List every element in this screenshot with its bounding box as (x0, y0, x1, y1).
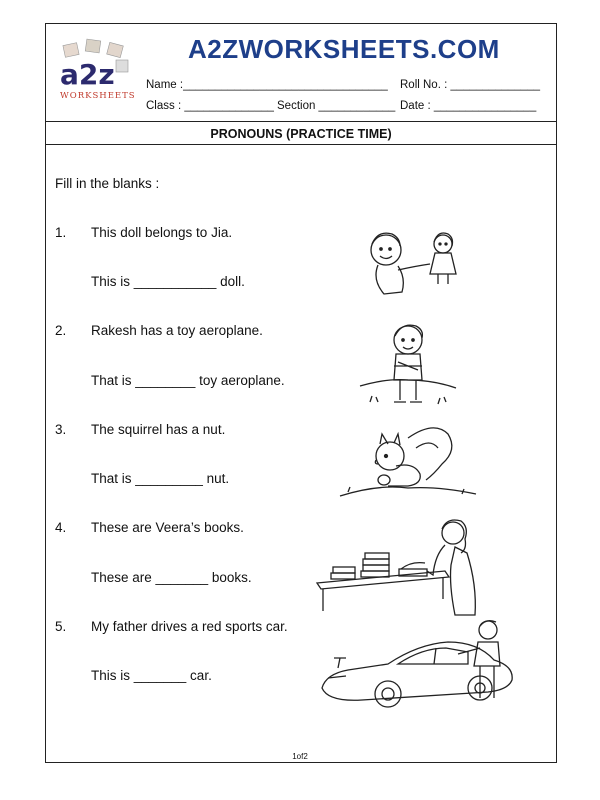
question-number: 3. (55, 422, 67, 437)
question-number: 4. (55, 520, 67, 535)
name-field[interactable]: Name :________________________________ (146, 79, 388, 91)
class-field[interactable]: Class : ______________ (146, 100, 274, 112)
date-field[interactable]: Date : ________________ (400, 100, 537, 112)
instruction: Fill in the blanks : (55, 176, 160, 191)
section-field[interactable]: Section ____________ (277, 100, 396, 112)
question-sentence: These are Veera’s books. (91, 520, 244, 535)
boy-and-doll-icon (358, 222, 468, 302)
svg-text:WORKSHEETS: WORKSHEETS (60, 91, 136, 101)
question-sentence: This doll belongs to Jia. (91, 225, 233, 240)
question-number: 1. (55, 225, 67, 240)
answer-blank[interactable]: That is _________ nut. (91, 471, 230, 486)
squirrel-icon (338, 418, 478, 503)
answer-blank[interactable]: That is ________ toy aeroplane. (91, 373, 285, 388)
question-number: 5. (55, 619, 67, 634)
svg-text:a2z: a2z (60, 58, 115, 91)
answer-blank[interactable]: This is _______ car. (91, 668, 212, 683)
sheet-title: PRONOUNS (PRACTICE TIME) (45, 123, 557, 145)
page-number: 1of2 (292, 752, 308, 761)
question-number: 2. (55, 323, 67, 338)
answer-blank[interactable]: This is ___________ doll. (91, 274, 245, 289)
question-sentence: Rakesh has a toy aeroplane. (91, 323, 263, 338)
site-title: A2ZWORKSHEETS.COM (188, 34, 500, 64)
roll-no-field[interactable]: Roll No. : ______________ (400, 79, 541, 91)
boy-with-plane-icon (358, 318, 458, 413)
sports-car-icon (318, 618, 518, 713)
girl-with-books-icon (315, 515, 490, 620)
answer-blank[interactable]: These are _______ books. (91, 570, 252, 585)
a2z-logo-icon (56, 38, 136, 104)
question-sentence: The squirrel has a nut. (91, 422, 226, 437)
question-sentence: My father drives a red sports car. (91, 619, 288, 634)
